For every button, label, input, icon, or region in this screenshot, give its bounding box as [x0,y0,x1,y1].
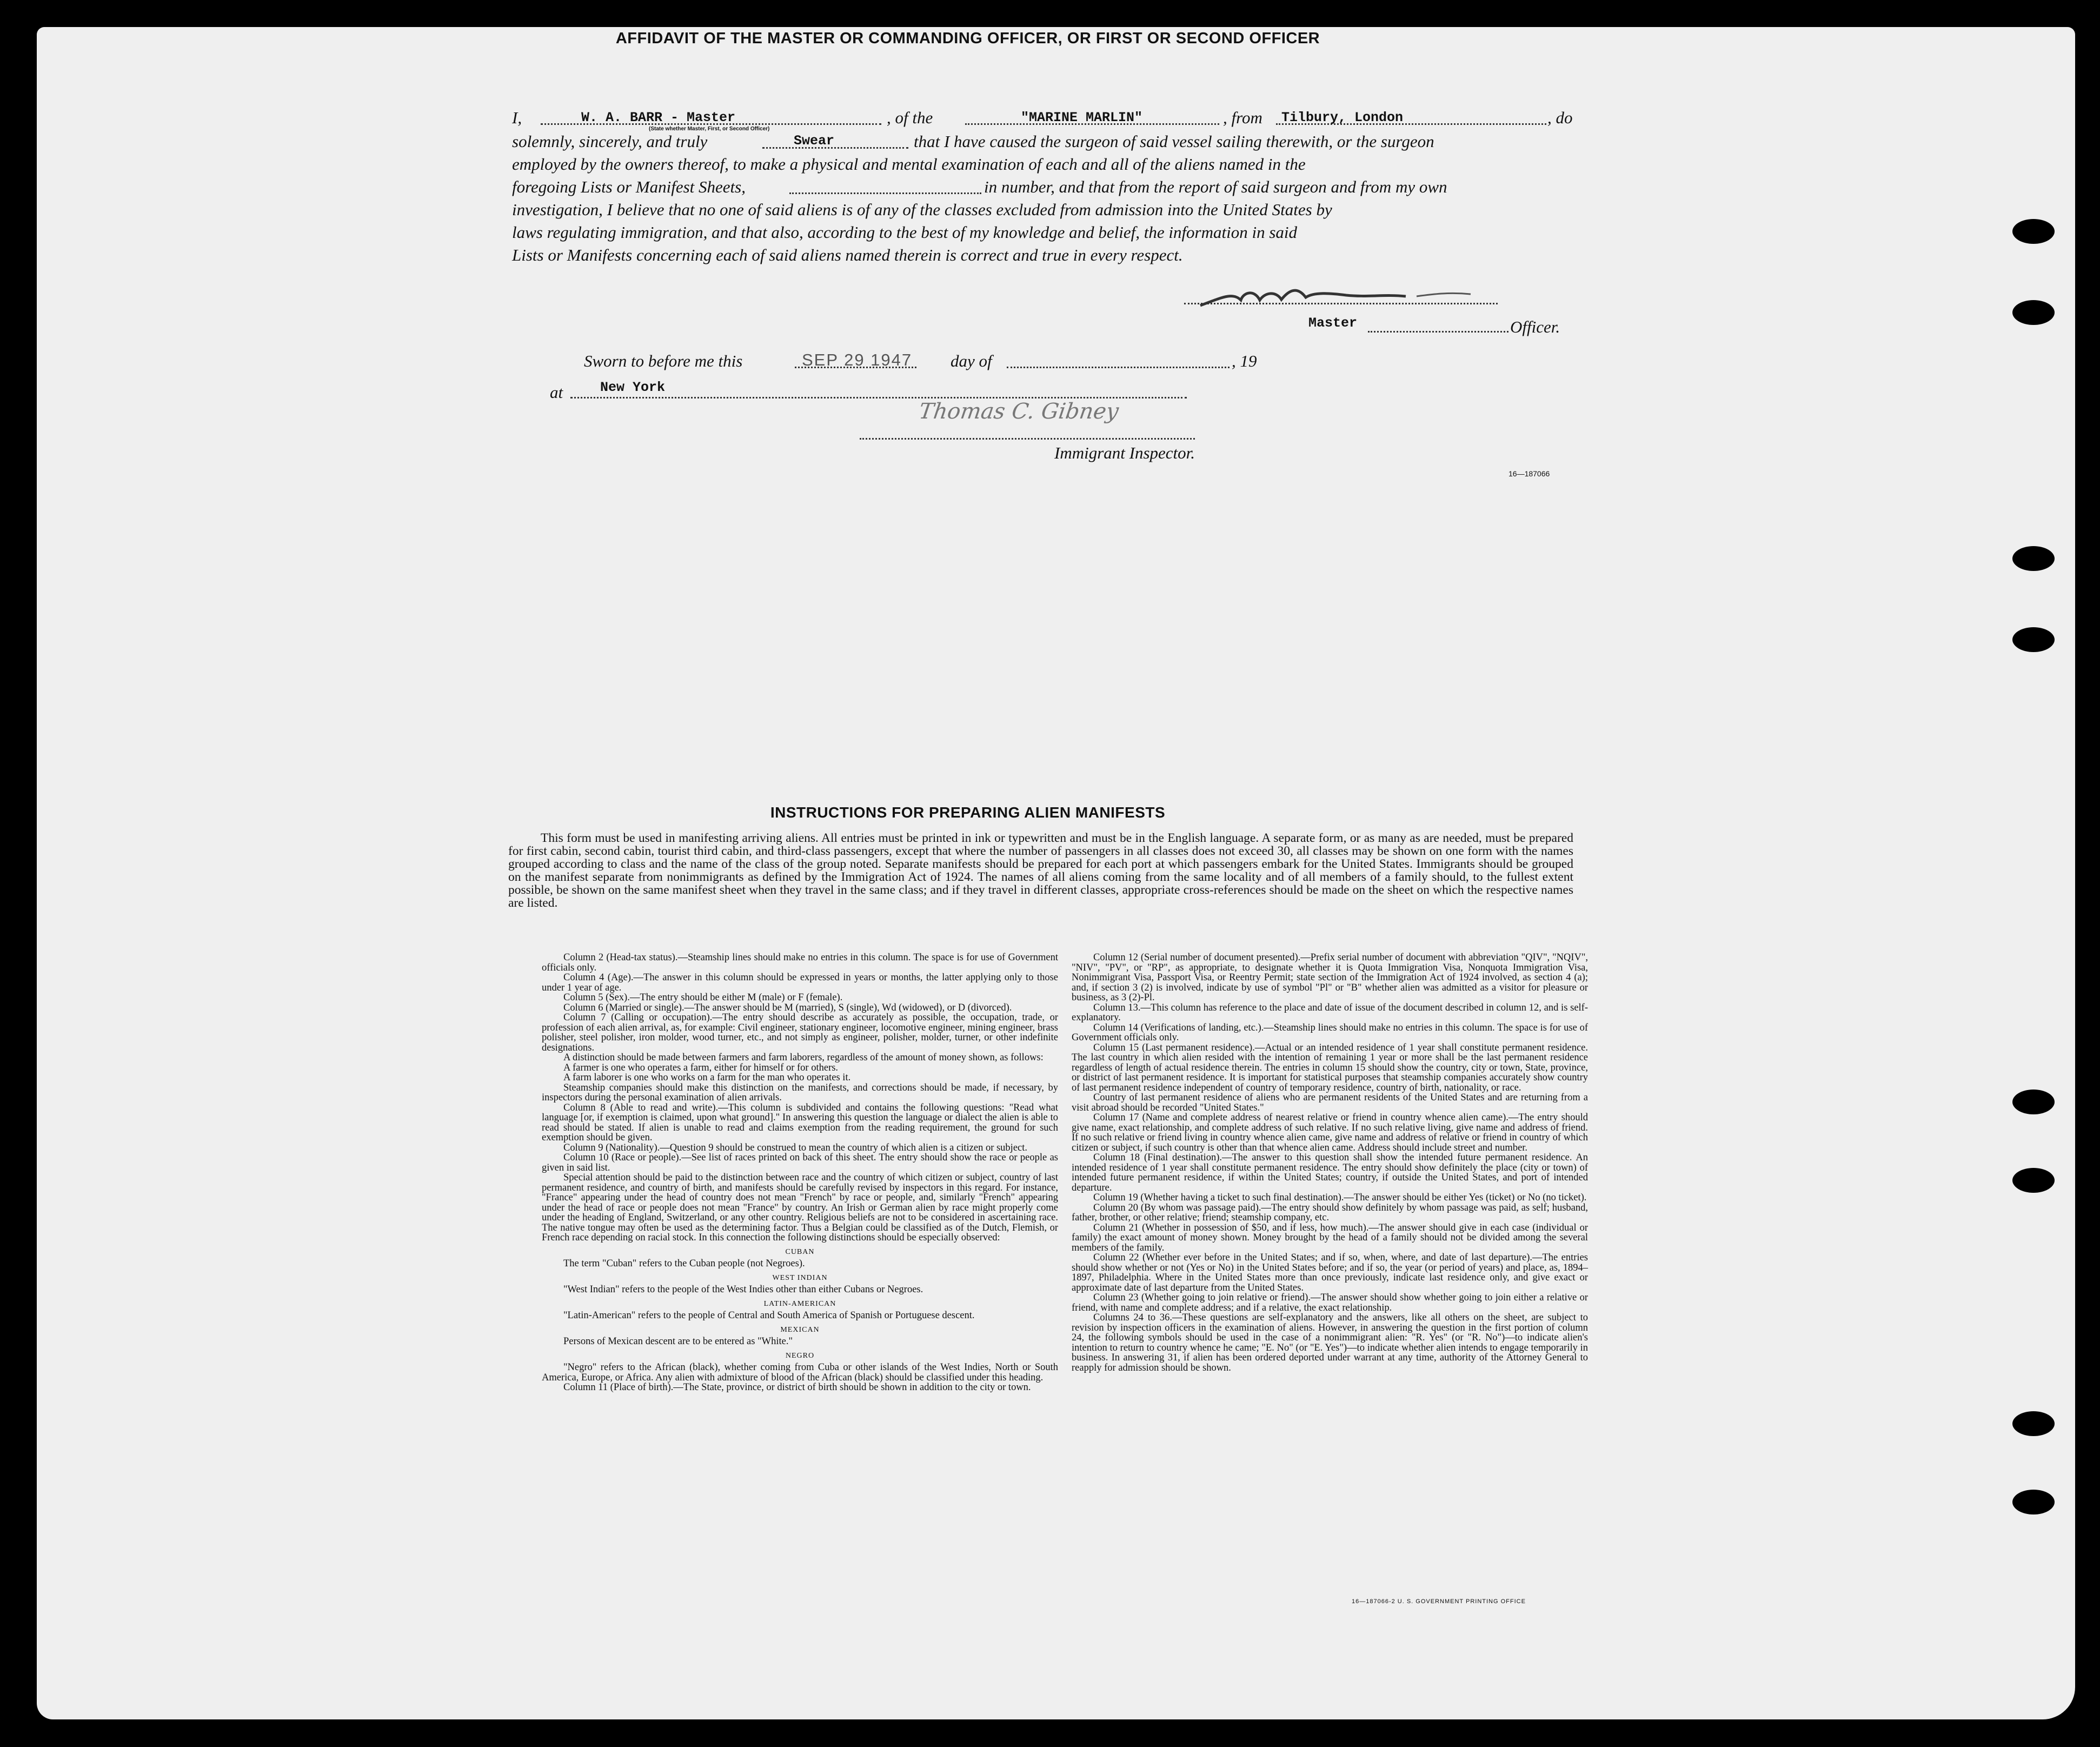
instructions-title: INSTRUCTIONS FOR PREPARING ALIEN MANIFESTS [770,804,1166,821]
column-19-text: Column 19 (Whether having a ticket to such final destination).—The answer should be either Yes (ticket) or No (no ticket). [1093,1192,1587,1203]
officer-name-field: W. A. BARR - Master [581,110,736,125]
column-7-farm-laborer: A farm laborer is one who works on a farm for the man who operates it. [563,1072,851,1083]
column-4-text: Column 4 (Age).—The answer in this column should be expressed in years or months, the latter applying only to those under 1 year of age. [542,972,1058,993]
column-10-special: Special attention should be paid to the distinction between race and the country of which citizen or subject, country of last permanent residence, and country of birth, and manifests should be carefully revised by inspectors in this regard. For instance, "France" appearing under the head of country does not mean "French" by race or people, and, similarly "French" appearing under the head of race or people does not mean "France" by country. An Irish or German alien by race might properly come under the heading of England, Switzerland, or any other country. Religious beliefs are not to be considered in ascertaining race. The native tongue may often be used as the determining factor. Thus a Belgian could be classified as of the Dutch, Flemish, or French race depending on racial stock. In this connection the following distinctions should be especially observed: [542,1172,1058,1243]
affidavit-title: AFFIDAVIT OF THE MASTER OR COMMANDING OFFICER, OR FIRST OR SECOND OFFICER [615,30,1320,47]
day-of-text: day of [951,351,992,370]
of-the-text: , of the [887,108,933,127]
column-9-text: Column 9 (Nationality).—Question 9 should be construed to mean the country of which alien is a citizen or subject. [563,1142,1028,1153]
column-5-text: Column 5 (Sex).—The entry should be either M (male) or F (female). [563,992,843,1003]
punch-hole [2012,300,2055,325]
column-7-distinction: A distinction should be made between farmers and farm laborers, regardless of the amount of money shown, as follows: [563,1052,1044,1063]
affidavit-line-1 [512,108,522,128]
column-11-text: Column 11 (Place of birth).—The State, province, or district of birth should be shown in addition to the city or town. [563,1382,1031,1393]
column-12-text: Column 12 (Serial number of document presented).—Prefix serial number of document with abbreviation "QIV", "NQIV", "NIV", "PV", or "RP", as appropriate, to designate whether it is Quota Immigration Visa, Nonquota Immigration Visa, Nonimmigrant Visa, Passport Visa, or Reentry Permit; state section of the Immigration Act of 1924 involved, as section 4 (a); and, if section 3 (2) is involved, indicate by use of symbol "Pl" or "B" whether alien was admitted as a visitor for pleasure or business, as 3 (2)-Pl. [1072,952,1588,1003]
affidavit-line-7: Lists or Manifests concerning each of said aliens named therein is correct and true in every respect. [512,245,1183,264]
heading-west-indian: WEST INDIAN [772,1273,828,1282]
printing-office-footer: 16—187066-2 U. S. GOVERNMENT PRINTING OFFICE [1352,1598,1526,1605]
place-rule [570,397,1187,398]
latin-american-text: "Latin-American" refers to the people of Central and South America of Spanish or Portuguese descent. [563,1310,975,1321]
column-8-text: Column 8 (Able to read and write).—This column is subdivided and contains the following questions: "Read what language [or, if exemption is claimed, upon what ground]." In answering this question the language or dialect the alien is able to read should be stated. If alien is unable to read and claims exemption from the reading requirement, the ground for such exemption should be given. [542,1102,1058,1143]
sworn-text: Sworn to before me this [584,351,743,370]
heading-latin-american: LATIN-AMERICAN [763,1299,836,1308]
officer-title-rule [1368,331,1508,333]
oath-rule [762,147,908,149]
affidavit-line-4-start: foregoing Lists or Manifest Sheets, [512,177,746,196]
column-20-text: Column 20 (By whom was passage paid).—The entry should show definitely by whom passage was paid, as self; husband, father, brother, or other relative; friend; steamship company, etc. [1072,1202,1588,1223]
officer-title-typed: Master [1308,315,1358,331]
west-indian-text: "West Indian" refers to the people of the West Indies other than either Cubans or Negroes. [563,1284,923,1295]
place-field: New York [600,380,666,395]
mexican-text: Persons of Mexican descent are to be entered as "White." [563,1336,793,1347]
column-7-farmer: A farmer is one who operates a farm, either for himself or for others. [563,1062,839,1073]
column-22-text: Column 22 (Whether ever before in the United States; and if so, when, where, and date of last departure).—The entries should show whether or not (Yes or No) in the United States before; and if so, the year (or period of years) and place, as, 1894–1897, Philadelphia. Where in the United States more than once previously, indicate last residence only, and give exact or approximate date of last departure from the United States. [1072,1252,1588,1293]
text-i: I, [512,108,522,127]
do-text: , do [1547,108,1573,127]
at-label: at [550,383,563,402]
column-14-text: Column 14 (Verifications of landing, etc.).—Steamship lines should make no entries in this column. The space is for use of Government officials only. [1072,1022,1588,1043]
from-text: , from [1223,108,1262,127]
inspector-signature: Thomas C. Gibney [917,399,1120,424]
columns-24-36-text: Columns 24 to 36.—These questions are self-explanatory and the answers, like all others on the sheet, are subject to revision by inspection officers in the examination of aliens. However, in answering the question in the first portion of column 24, the following symbols should be used in the case of a nonimmigrant alien: "R. Yes" (or "R. No")—to indicate alien's intention to return to country whence he came; "E. No" (or "E. Yes")—to indicate whether alien intends to engage temporarily in business. In answering 31, if alien has been ordered deported under warrant at any time, authority of the Attorney General to reapply for admission should be shown. [1072,1312,1588,1373]
heading-cuban: CUBAN [785,1247,815,1256]
column-2-text: Column 2 (Head-tax status).—Steamship lines should make no entries in this column. The space is for use of Government officials only. [542,952,1058,973]
punch-hole [2012,546,2055,571]
instructions-intro: This form must be used in manifesting arriving aliens. All entries must be printed in ink or typewritten and must be in the English language. A separate form, or as many as are needed, must be prepared for first cabin, second cabin, tourist third cabin, and third-class passengers, except that where the number of passengers in all classes does not exceed 30, all classes may be shown on one form with the names grouped according to class and the name of the class of the group noted. Separate manifests should be prepared for each port at which passengers embark for the United States. Immigrants should be grouped on the manifest separate from nonimmigrants as defined by the Immigration Act of 1924. The names of all aliens coming from the same locality and of all members of a family should, to the fullest extent possible, be shown on the same manifest sheet when they travel in the same class; and if they travel in different classes, appropriate cross-references should be made on the sheet on which the respective names are listed. [508,831,1573,910]
column-18-text: Column 18 (Final destination).—The answer to this question shall show the intended future permanent residence. An intended residence of 1 year shall constitute permanent residence. The entry should show definitely the place (city or town) of intended future permanent residence, if within the United States; country, if outside the United States, and port of intended departure. [1072,1152,1588,1193]
instructions-right-column [1072,953,1588,1373]
column-7-steamship: Steamship companies should make this distinction on the manifests, and corrections should be made, if necessary, by inspectors during the personal examination of alien arrivals. [542,1082,1058,1103]
affidavit-line-4-end: in number, and that from the report of said surgeon and from my own [984,177,1447,196]
affidavit-line-2-start: solemnly, sincerely, and truly [512,132,708,151]
column-13-text: Column 13.—This column has reference to the place and date of issue of the document described in column 12, and is self-explanatory. [1072,1002,1588,1023]
heading-mexican: MEXICAN [780,1325,820,1334]
column-7-text: Column 7 (Calling or occupation).—The entry should describe as accurately as possible, the occupation, trade, or profession of each alien arrival, as, for example: Civil engineer, stationary engineer, locomotive engineer, mining engineer, brass polisher, steel polisher, iron molder, wood turner, etc., and not simply as engineer, polisher, molder, turner, or other indefinite designations. [542,1012,1058,1053]
master-signature-rule [1184,303,1498,304]
form-number: 16—187066 [1508,469,1550,478]
affidavit-line-5: investigation, I believe that no one of said aliens is of any of the classes excluded from admission into the United States by [512,200,1332,219]
affidavit-line-6: laws regulating immigration, and that also, according to the best of my knowledge and belief, the information in said [512,223,1298,242]
column-21-text: Column 21 (Whether in possession of $50, and if less, how much).—The answer should give in each case (individual or family) the exact amount of money shown. Money brought by the head of a family should not be divided among the several members of the family. [1072,1222,1588,1253]
column-15-text: Column 15 (Last permanent residence).—Actual or an intended residence of 1 year shall constitute permanent residence. The last country in which alien resided with the intention of remaining 1 year or more shall be the last permanent residence regardless of length of actual residence therein. The entries in column 15 should show the country, city or town, State, province, or district of last permanent residence. It is important for statistical purposes that steamship companies accurately show country of last permanent residence independent of country of temporary residence, country of birth, nationality, or race. [1072,1042,1588,1093]
negro-text: "Negro" refers to the African (black), whether coming from Cuba or other islands of the West Indies, North or South America, Europe, or Africa. Any alien with admixture of blood of the African (black) should be classified under this heading. [542,1362,1058,1383]
column-10-text: Column 10 (Race or people).—See list of races printed on back of this sheet. The entry should show the race or people as given in said list. [542,1152,1058,1173]
cuban-text: The term "Cuban" refers to the Cuban people (not Negroes). [563,1258,805,1269]
inspector-label: Immigrant Inspector. [1054,443,1195,462]
column-15-us-residents: Country of last permanent residence of aliens who are permanent residents of the United States and are returning from a visit abroad should be recorded "United States." [1072,1092,1588,1113]
punch-hole [2012,1090,2055,1114]
column-6-text: Column 6 (Married or single).—The answer should be M (married), S (single), Wd (widowed), or D (divorced). [563,1002,1012,1013]
punch-hole [2012,1168,2055,1193]
affidavit-line-2-end: that I have caused the surgeon of said vessel sailing therewith, or the surgeon [914,132,1434,151]
punch-hole [2012,219,2055,244]
count-rule [789,192,981,194]
instructions-left-column [542,953,1058,1393]
heading-negro: NEGRO [785,1351,815,1360]
oath-field: Swear [794,133,835,149]
officer-rank-note: (State whether Master, First, or Second Officer) [649,126,770,132]
column-17-text: Column 17 (Name and complete address of nearest relative or friend in country whence alien came).—The entry should give name, exact relationship, and complete address of such relative. If no such relative living, give name and address of friend. If no such relative or friend living in country whence alien came, give name and address of relative or friend in country of which citizen or subject, if such country is other than that whence alien came. Address should include street and number. [1072,1112,1588,1153]
punch-hole [2012,627,2055,652]
column-23-text: Column 23 (Whether going to join relative or friend).—The answer should show whether going to join either a relative or friend, with name and complete address; and if a relative, the exact relationship. [1072,1292,1588,1313]
punch-hole [2012,1490,2055,1514]
inspector-signature-rule [860,438,1195,440]
date-stamp: SEP 29 1947 [802,350,913,369]
vessel-name-field: "MARINE MARLIN" [1021,110,1143,125]
affidavit-line-3: employed by the owners thereof, to make a physical and mental examination of each and all of the aliens named in the [512,155,1306,174]
officer-label: Officer. [1510,317,1560,336]
year-prefix: , 19 [1232,351,1257,370]
punch-hole [2012,1411,2055,1436]
port-from-field: Tilbury, London [1281,110,1404,125]
month-rule [1007,367,1230,368]
master-signature [1189,276,1525,314]
